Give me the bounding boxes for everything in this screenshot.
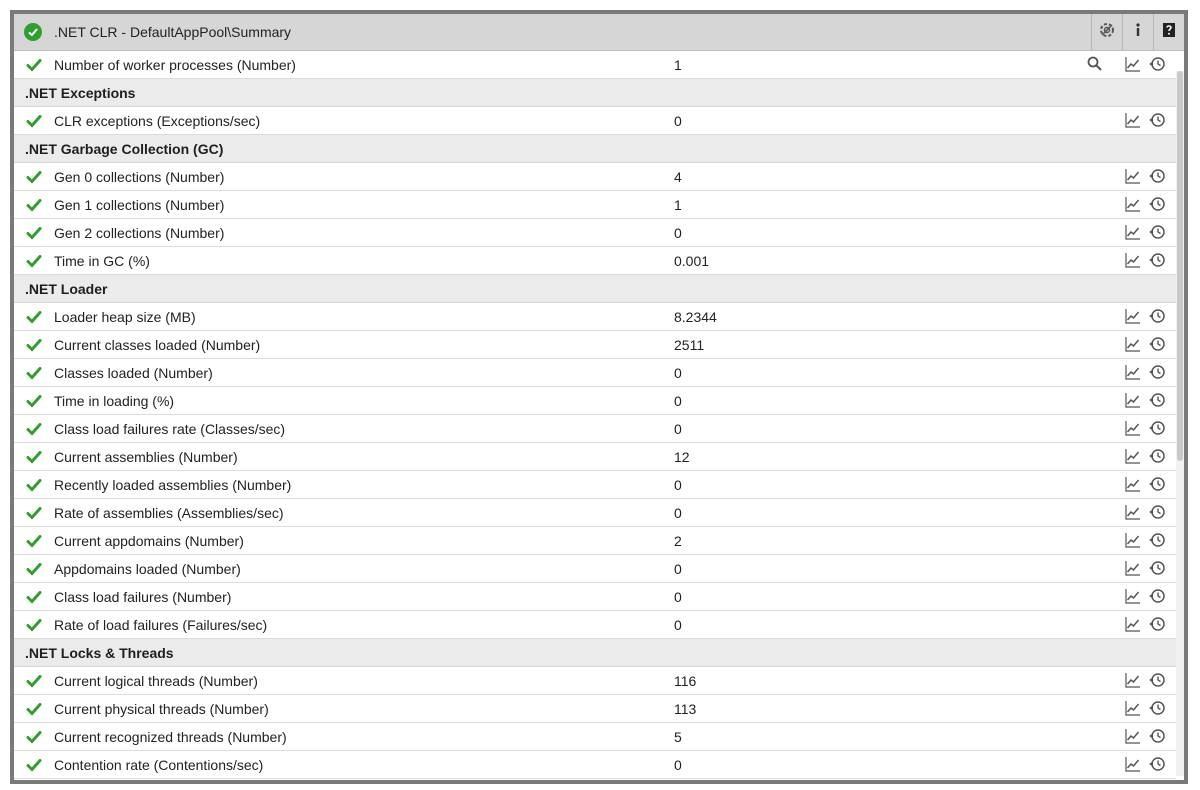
section-label: .NET Loader	[25, 280, 108, 297]
metric-value: 0	[674, 365, 682, 381]
metric-row	[14, 359, 1176, 387]
graph-icon[interactable]	[1124, 503, 1142, 524]
metric-value: 12	[674, 449, 690, 465]
metrics-list	[14, 51, 1176, 779]
metric-value: 5	[674, 729, 682, 745]
check-icon	[26, 393, 42, 409]
history-icon[interactable]	[1148, 615, 1166, 636]
section-header	[14, 79, 1176, 107]
check-icon	[26, 253, 42, 269]
metric-value: 1	[674, 197, 682, 213]
history-icon[interactable]	[1148, 699, 1166, 720]
metric-label: Time in loading (%)	[54, 393, 175, 409]
graph-icon[interactable]	[1124, 251, 1142, 272]
check-icon	[26, 617, 42, 633]
graph-icon[interactable]	[1124, 391, 1142, 412]
section-label: .NET Locks & Threads	[25, 644, 174, 661]
metric-row	[14, 499, 1176, 527]
metric-row	[14, 191, 1176, 219]
history-icon[interactable]	[1148, 307, 1166, 328]
check-icon	[26, 673, 42, 689]
check-icon	[26, 169, 42, 185]
check-icon	[26, 309, 42, 325]
check-icon	[26, 225, 42, 241]
info-button[interactable]	[1122, 14, 1153, 50]
metric-label: Gen 2 collections (Number)	[54, 225, 225, 241]
check-icon	[26, 477, 42, 493]
vertical-scrollbar[interactable]	[1176, 71, 1184, 776]
check-icon	[26, 337, 42, 353]
history-icon[interactable]	[1148, 419, 1166, 440]
check-icon	[26, 589, 42, 605]
help-icon	[1160, 21, 1178, 44]
check-icon	[26, 197, 42, 213]
metric-value: 8.2344	[674, 309, 717, 325]
metric-row	[14, 471, 1176, 499]
metric-value: 113	[674, 701, 697, 717]
check-icon	[26, 365, 42, 381]
history-icon[interactable]	[1148, 251, 1166, 272]
metric-label: Gen 0 collections (Number)	[54, 169, 225, 185]
metric-value: 0	[674, 589, 682, 605]
graph-icon[interactable]	[1124, 167, 1142, 188]
graph-icon[interactable]	[1124, 531, 1142, 552]
metric-row	[14, 303, 1176, 331]
graph-icon[interactable]	[1124, 755, 1142, 776]
metric-row	[14, 443, 1176, 471]
history-icon[interactable]	[1148, 55, 1166, 76]
panel-header	[14, 14, 1184, 51]
settings-button[interactable]	[1091, 14, 1122, 50]
metric-row	[14, 527, 1176, 555]
check-icon	[26, 729, 42, 745]
status-ok-icon	[24, 23, 42, 41]
graph-icon[interactable]	[1124, 587, 1142, 608]
graph-icon[interactable]	[1124, 335, 1142, 356]
section-header	[14, 639, 1176, 667]
history-icon[interactable]	[1148, 755, 1166, 776]
history-icon[interactable]	[1148, 503, 1166, 524]
check-icon	[26, 561, 42, 577]
history-icon[interactable]	[1148, 111, 1166, 132]
graph-icon[interactable]	[1124, 671, 1142, 692]
metric-label: Loader heap size (MB)	[54, 309, 196, 325]
graph-icon[interactable]	[1124, 419, 1142, 440]
check-icon	[26, 701, 42, 717]
graph-icon[interactable]	[1124, 307, 1142, 328]
history-icon[interactable]	[1148, 391, 1166, 412]
history-icon[interactable]	[1148, 559, 1166, 580]
history-icon[interactable]	[1148, 167, 1166, 188]
metric-value: 0	[674, 113, 682, 129]
check-icon	[26, 57, 42, 73]
graph-icon[interactable]	[1124, 699, 1142, 720]
metric-label: Current assemblies (Number)	[54, 449, 238, 465]
metric-row	[14, 331, 1176, 359]
check-icon	[26, 421, 42, 437]
metric-row	[14, 667, 1176, 695]
metric-row	[14, 51, 1176, 79]
history-icon[interactable]	[1148, 447, 1166, 468]
check-icon	[26, 757, 42, 773]
metric-value: 0	[674, 561, 682, 577]
metric-label: Current classes loaded (Number)	[54, 337, 261, 353]
history-icon[interactable]	[1148, 531, 1166, 552]
summary-panel	[10, 10, 1188, 784]
metric-label: Rate of assemblies (Assemblies/sec)	[54, 505, 284, 521]
metric-row	[14, 695, 1176, 723]
metric-value: 4	[674, 169, 682, 185]
metric-row	[14, 555, 1176, 583]
section-header	[14, 275, 1176, 303]
history-icon[interactable]	[1148, 475, 1166, 496]
metric-label: Number of worker processes (Number)	[54, 57, 296, 73]
metric-label: Current appdomains (Number)	[54, 533, 244, 549]
metric-row	[14, 583, 1176, 611]
metric-row	[14, 723, 1176, 751]
metric-label: CLR exceptions (Exceptions/sec)	[54, 113, 261, 129]
metric-row	[14, 219, 1176, 247]
metric-value: 0	[674, 421, 682, 437]
help-button[interactable]	[1153, 14, 1184, 50]
check-icon	[26, 113, 42, 129]
metric-label: Appdomains loaded (Number)	[54, 561, 241, 577]
metric-label: Contention rate (Contentions/sec)	[54, 757, 264, 773]
section-label: .NET Exceptions	[25, 84, 136, 101]
metric-label: Current recognized threads (Number)	[54, 729, 287, 745]
check-icon	[26, 505, 42, 521]
metric-label: Recently loaded assemblies (Number)	[54, 477, 292, 493]
section-header	[14, 135, 1176, 163]
metric-row	[14, 163, 1176, 191]
history-icon[interactable]	[1148, 727, 1166, 748]
graph-icon[interactable]	[1124, 559, 1142, 580]
check-icon	[26, 533, 42, 549]
metric-value: 2	[674, 533, 682, 549]
history-icon[interactable]	[1148, 671, 1166, 692]
search-icon[interactable]	[1086, 55, 1104, 76]
section-label: .NET Garbage Collection (GC)	[25, 140, 224, 157]
history-icon[interactable]	[1148, 223, 1166, 244]
metric-value: 0	[674, 757, 682, 773]
graph-icon[interactable]	[1124, 475, 1142, 496]
metric-label: Time in GC (%)	[54, 253, 150, 269]
metric-label: Current physical threads (Number)	[54, 701, 269, 717]
panel-title: .NET CLR - DefaultAppPool\Summary	[54, 24, 292, 40]
graph-icon[interactable]	[1124, 727, 1142, 748]
settings-icon	[1098, 21, 1116, 44]
history-icon[interactable]	[1148, 335, 1166, 356]
graph-icon[interactable]	[1124, 55, 1142, 76]
metric-value: 0	[674, 225, 682, 241]
metric-label: Rate of load failures (Failures/sec)	[54, 617, 268, 633]
metric-label: Class load failures rate (Classes/sec)	[54, 421, 286, 437]
metric-row	[14, 247, 1176, 275]
graph-icon[interactable]	[1124, 223, 1142, 244]
metric-row	[14, 107, 1176, 135]
history-icon[interactable]	[1148, 587, 1166, 608]
metric-row	[14, 415, 1176, 443]
metric-value: 0	[674, 393, 682, 409]
history-icon[interactable]	[1148, 195, 1166, 216]
metric-value: 0	[674, 505, 682, 521]
graph-icon[interactable]	[1124, 447, 1142, 468]
graph-icon[interactable]	[1124, 363, 1142, 384]
metric-label: Current logical threads (Number)	[54, 673, 258, 689]
check-icon	[26, 449, 42, 465]
metric-value: 0.001	[674, 253, 710, 269]
history-icon[interactable]	[1148, 363, 1166, 384]
graph-icon[interactable]	[1124, 615, 1142, 636]
scrollbar-thumb[interactable]	[1177, 71, 1183, 461]
metric-value: 0	[674, 617, 682, 633]
metric-row	[14, 751, 1176, 779]
metric-value: 1	[674, 57, 682, 73]
metric-value: 116	[674, 673, 697, 689]
metric-label: Gen 1 collections (Number)	[54, 197, 225, 213]
metric-label: Class load failures (Number)	[54, 589, 232, 605]
info-icon	[1129, 21, 1147, 44]
metric-row	[14, 387, 1176, 415]
metric-value: 0	[674, 477, 682, 493]
metric-label: Classes loaded (Number)	[54, 365, 213, 381]
metric-value: 2511	[674, 337, 705, 353]
graph-icon[interactable]	[1124, 195, 1142, 216]
graph-icon[interactable]	[1124, 111, 1142, 132]
metric-row	[14, 611, 1176, 639]
